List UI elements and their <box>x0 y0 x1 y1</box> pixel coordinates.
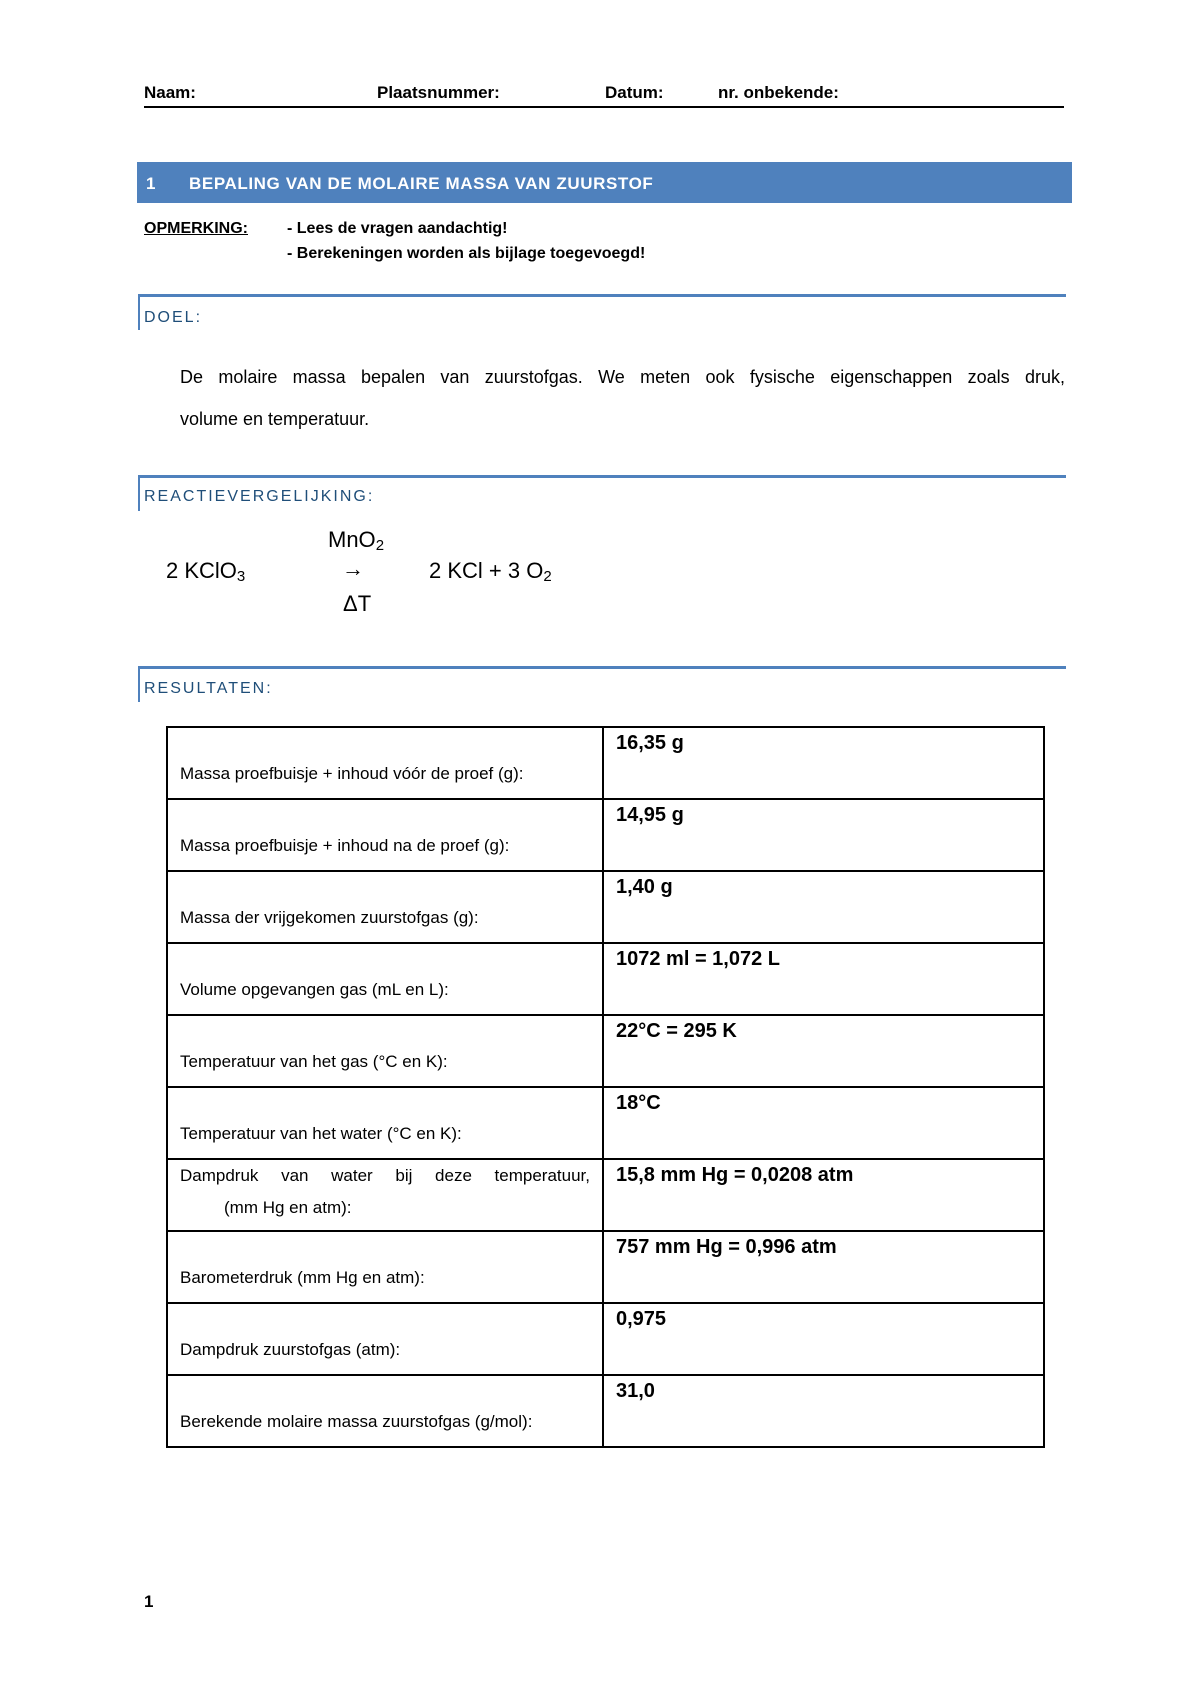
table-row <box>167 799 1044 871</box>
doel-text-line: De molaire massa bepalen van zuurstofgas. We meten ook fysische eigenschappen zoals druk, <box>180 367 1065 387</box>
resultaten-rule-left <box>138 666 140 702</box>
reaction-product <box>429 558 552 585</box>
row-label: Temperatuur van het gas (°C en K): <box>180 1052 448 1071</box>
row-label-cell <box>167 1015 603 1087</box>
doel-text-line: volume en temperatuur. <box>180 409 370 429</box>
row-label: Massa proefbuisje + inhoud na de proef (g): <box>180 836 510 855</box>
row-label-cell <box>167 1303 603 1375</box>
row-value: 0,975 <box>603 1303 1044 1375</box>
table-row <box>167 1303 1044 1375</box>
row-value: 1,40 g <box>603 871 1044 943</box>
opmerking-line: - Berekeningen worden als bijlage toegevoegd! <box>287 245 646 262</box>
row-value: 15,8 mm Hg = 0,0208 atm <box>603 1159 1044 1231</box>
reactant-subscript: 3 <box>236 568 246 585</box>
row-label-cell <box>167 871 603 943</box>
reactie-heading: REACTIEVERGELIJKING: <box>144 488 375 505</box>
row-value: 16,35 g <box>603 727 1044 799</box>
row-value: 1072 ml = 1,072 L <box>603 943 1044 1015</box>
row-label-cell <box>167 1159 603 1231</box>
section-title: BEPALING VAN DE MOLAIRE MASSA VAN ZUURSTOF <box>189 174 654 193</box>
results-table <box>166 726 1045 1448</box>
section-number: 1 <box>146 174 157 193</box>
row-label: Dampdruk zuurstofgas (atm): <box>180 1340 401 1359</box>
resultaten-rule <box>138 666 1066 669</box>
product-text: 2 KCl + 3 O <box>429 558 544 583</box>
section-heading <box>137 162 1072 203</box>
catalyst-subscript: 2 <box>375 537 385 554</box>
table-row <box>167 943 1044 1015</box>
opmerking-line: - Lees de vragen aandachtig! <box>287 220 508 237</box>
row-value: 18°C <box>603 1087 1044 1159</box>
table-row <box>167 1015 1044 1087</box>
row-value: 31,0 <box>603 1375 1044 1447</box>
reaction-arrow: → <box>342 556 364 581</box>
row-label-cell <box>167 943 603 1015</box>
row-label: Temperatuur van het water (°C en K): <box>180 1124 462 1143</box>
header-divider <box>144 106 1064 108</box>
product-subscript: 2 <box>543 568 552 585</box>
reactant-text: 2 KClO <box>166 558 237 583</box>
row-label: Volume opgevangen gas (mL en L): <box>180 980 449 999</box>
row-value: 757 mm Hg = 0,996 atm <box>603 1231 1044 1303</box>
table-row <box>167 871 1044 943</box>
resultaten-heading: RESULTATEN: <box>144 680 273 697</box>
row-label: Massa proefbuisje + inhoud vóór de proef (g): <box>180 764 524 783</box>
row-label-line: Dampdruk van water bij deze temperatuur, <box>180 1166 590 1185</box>
opmerking-label: OPMERKING: <box>144 220 248 237</box>
reaction-catalyst <box>328 527 384 554</box>
doel-rule-left <box>138 294 140 330</box>
reaction-reactant <box>166 558 245 585</box>
table-row <box>167 1159 1044 1231</box>
row-label-line: (mm Hg en atm): <box>224 1198 352 1217</box>
nr-onbekende-label: nr. onbekende: <box>718 83 839 102</box>
doel-heading: DOEL: <box>144 309 203 326</box>
naam-label: Naam: <box>144 83 196 102</box>
page-number: 1 <box>144 1592 154 1611</box>
datum-label: Datum: <box>605 83 664 102</box>
row-label-cell <box>167 1231 603 1303</box>
reaction-condition: ΔT <box>343 591 372 616</box>
row-label-cell <box>167 799 603 871</box>
row-label <box>180 1160 590 1224</box>
reactie-rule <box>138 475 1066 478</box>
row-label-cell <box>167 1087 603 1159</box>
table-row <box>167 1375 1044 1447</box>
row-label: Berekende molaire massa zuurstofgas (g/mol): <box>180 1412 533 1431</box>
row-value: 22°C = 295 K <box>603 1015 1044 1087</box>
table-row <box>167 727 1044 799</box>
plaatsnummer-label: Plaatsnummer: <box>377 83 500 102</box>
row-value: 14,95 g <box>603 799 1044 871</box>
doel-rule <box>138 294 1066 297</box>
catalyst-text: MnO <box>328 527 376 552</box>
row-label: Massa der vrijgekomen zuurstofgas (g): <box>180 908 479 927</box>
row-label-cell <box>167 1375 603 1447</box>
reactie-rule-left <box>138 475 140 511</box>
row-label-cell <box>167 727 603 799</box>
table-row <box>167 1087 1044 1159</box>
row-label: Barometerdruk (mm Hg en atm): <box>180 1268 425 1287</box>
table-row <box>167 1231 1044 1303</box>
